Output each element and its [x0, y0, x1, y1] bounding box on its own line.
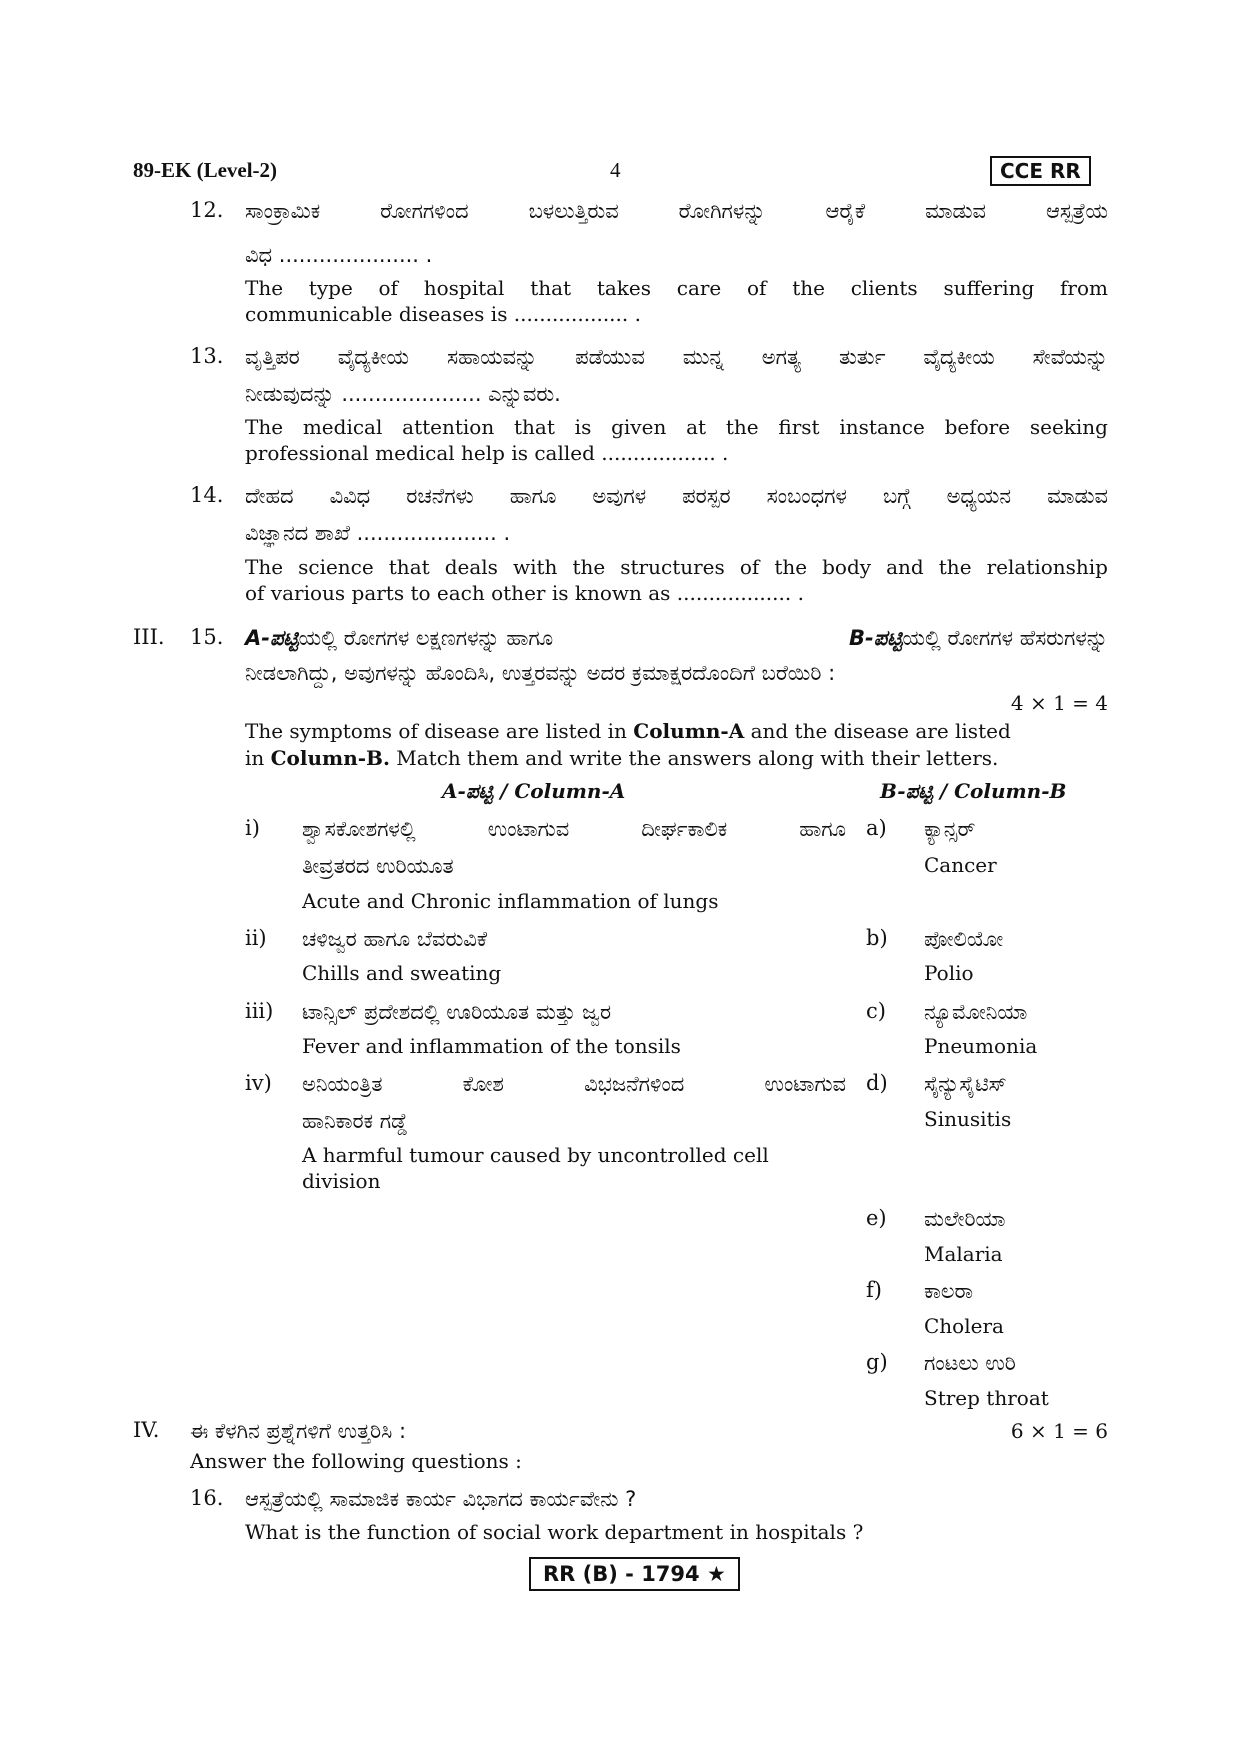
q13-english-line2: professional medical help is called .................. . — [245, 441, 729, 465]
col-a-item-english: Acute and Chronic inflammation of lungs — [302, 889, 719, 913]
col-b-item-label: g) — [866, 1350, 888, 1374]
q15-english-line1 — [245, 718, 1011, 744]
column-b-heading: B-ಪಟ್ಟಿ / Column-B — [880, 779, 1067, 803]
q12-kannada-line2: ವಿಧ ..................... . — [245, 243, 433, 267]
q13-number: 13. — [190, 344, 224, 368]
col-a-item-english: A harmful tumour caused by uncontrolled cell — [302, 1143, 769, 1167]
col-a-item-label: i) — [245, 816, 260, 840]
q12-kannada-line1: ಸಾಂಕ್ರಾಮಿಕ ರೋಗಗಳಿಂದ ಬಳಲುತ್ತಿರುವ ರೋಗಿಗಳನ್ನು ಆರೈಕೆ ಮಾಡುವ ಆಸ್ಪತ್ರೆಯ — [245, 199, 1108, 223]
q15-en-column-a: Column-A — [633, 719, 745, 743]
q16-number: 16. — [190, 1486, 224, 1510]
col-b-item-english: Sinusitis — [924, 1107, 1012, 1131]
q15-kn-text-a: ಯಲ್ಲಿ ರೋಗಗಳ ಲಕ್ಷಣಗಳನ್ನು ಹಾಗೂ — [298, 626, 554, 650]
q15-kannada-line2: ನೀಡಲಾಗಿದ್ದು, ಅವುಗಳನ್ನು ಹೊಂದಿಸಿ, ಉತ್ತರವನ್ನು ಅದರ ಕ್ರಮಾಕ್ಷರದೊಂದಿಗೆ ಬರೆಯಿರಿ : — [245, 661, 836, 685]
q15-kannada-line1 — [245, 620, 1108, 656]
col-b-item-kannada: ಸೈನ್ಯುಸೈಟಿಸ್ — [924, 1072, 1007, 1096]
col-b-item-kannada: ಪೋಲಿಯೋ — [924, 927, 1004, 951]
q15-en-part4: Match them and write the answers along with their letters. — [389, 746, 999, 770]
col-b-item-label: d) — [866, 1071, 888, 1095]
q13-kannada-line2: ನೀಡುವುದನ್ನು ..................... ಎನ್ನುವರು. — [245, 382, 561, 406]
q15-en-part3: in — [245, 746, 271, 770]
col-b-item-english: Malaria — [924, 1242, 1003, 1266]
column-a-heading: A-ಪಟ್ಟಿ / Column-A — [442, 779, 626, 803]
col-a-item-kannada: ಟಾನ್ಸಿಲ್ ಪ್ರದೇಶದಲ್ಲಿ ಊರಿಯೂತ ಮತ್ತು ಜ್ವರ — [302, 1000, 612, 1024]
q15-marks: 4 × 1 = 4 — [1010, 691, 1108, 715]
cce-rr-badge: CCE RR — [990, 156, 1091, 186]
section-4-marks: 6 × 1 = 6 — [1010, 1419, 1108, 1443]
q14-number: 14. — [190, 483, 224, 507]
col-a-item-label: iv) — [245, 1071, 272, 1095]
col-b-item-kannada: ನ್ಯೂಮೋನಿಯಾ — [924, 1000, 1028, 1024]
col-b-item-kannada: ಕ್ಯಾನ್ಸರ್ — [924, 817, 976, 841]
q14-kannada-line2: ವಿಜ್ಞಾನದ ಶಾಖೆ ..................... . — [245, 521, 511, 545]
q16-kannada: ಆಸ್ಪತ್ರೆಯಲ್ಲಿ ಸಾಮಾಜಿಕ ಕಾರ್ಯ ವಿಭಾಗದ ಕಾರ್ಯವೇನು ? — [245, 1487, 637, 1511]
col-b-item-label: a) — [866, 816, 887, 840]
q13-kannada-line1: ವೃತ್ತಿಪರ ವೈದ್ಯಕೀಯ ಸಹಾಯವನ್ನು ಪಡೆಯುವ ಮುನ್ನ ಅಗತ್ಯ ತುರ್ತು ವೈದ್ಯಕೀಯ ಸೇವೆಯನ್ನು — [245, 345, 1108, 369]
col-a-item-english: Chills and sweating — [302, 961, 502, 985]
q12-english-line1: The type of hospital that takes care of the clients suffering from — [245, 276, 1108, 300]
section-4-english-instruction: Answer the following questions : — [190, 1449, 522, 1473]
col-b-item-label: e) — [866, 1206, 887, 1230]
q14-kannada-line1: ದೇಹದ ವಿವಿಧ ರಚನೆಗಳು ಹಾಗೂ ಅವುಗಳ ಪರಸ್ಪರ ಸಂಬಂಧಗಳ ಬಗ್ಗೆ ಅಧ್ಯಯನ ಮಾಡುವ — [245, 484, 1108, 508]
page-number: 4 — [610, 158, 621, 182]
col-a-item-label: iii) — [245, 999, 274, 1023]
col-a-item-english: Fever and inflammation of the tonsils — [302, 1034, 681, 1058]
column-b-ref: B-ಪಟ್ಟಿ — [849, 626, 903, 650]
q15-number: 15. — [190, 625, 224, 649]
q15-english-line2 — [245, 745, 998, 771]
col-a-item-kannada-cont: ತೀವ್ರತರದ ಉರಿಯೂತ — [302, 854, 454, 878]
col-a-item-kannada: ಅನಿಯಂತ್ರಿತ ಕೋಶ ವಿಭಜನೆಗಳಿಂದ ಉಂಟಾಗುವ — [302, 1072, 846, 1096]
q15-en-column-b: Column-B. — [270, 746, 390, 770]
q15-en-part2: and the disease are listed — [744, 719, 1011, 743]
col-b-item-english: Cancer — [924, 853, 997, 877]
col-b-item-kannada: ಕಾಲರಾ — [924, 1279, 973, 1303]
q14-english-line2: of various parts to each other is known as .................. . — [245, 581, 804, 605]
col-b-item-kannada: ಮಲೇರಿಯಾ — [924, 1207, 1006, 1231]
col-b-item-kannada: ಗಂಟಲು ಉರಿ — [924, 1351, 1016, 1375]
col-b-item-english: Strep throat — [924, 1386, 1049, 1410]
col-b-item-label: c) — [866, 999, 886, 1023]
col-a-item-label: ii) — [245, 926, 267, 950]
footer-code: RR (B) - 1794 ★ — [529, 1557, 740, 1591]
paper-code: 89-EK (Level-2) — [133, 158, 278, 182]
col-b-item-english: Pneumonia — [924, 1034, 1038, 1058]
col-a-item-kannada: ಶ್ವಾಸಕೋಶಗಳಲ್ಲಿ ಉಂಟಾಗುವ ದೀರ್ಘಕಾಲಿಕ ಹಾಗೂ — [302, 817, 846, 841]
col-b-item-english: Polio — [924, 961, 974, 985]
col-a-item-english-cont: division — [302, 1169, 381, 1193]
q13-english-line1: The medical attention that is given at the first instance before seeking — [245, 415, 1108, 439]
section-4-kannada-instruction: ಈ ಕೆಳಗಿನ ಪ್ರಶ್ನೆಗಳಿಗೆ ಉತ್ತರಿಸಿ : — [190, 1419, 407, 1443]
q15-kn-text-b: ಯಲ್ಲಿ ರೋಗಗಳ ಹೆಸರುಗಳನ್ನು — [902, 626, 1108, 650]
q12-number: 12. — [190, 198, 224, 222]
col-b-item-label: f) — [866, 1278, 882, 1302]
q14-english-line1: The science that deals with the structures of the body and the relationship — [245, 555, 1108, 579]
col-b-item-label: b) — [866, 926, 888, 950]
col-b-item-english: Cholera — [924, 1314, 1004, 1338]
col-a-item-kannada: ಚಳಿಜ್ವರ ಹಾಗೂ ಬೆವರುವಿಕೆ — [302, 927, 488, 951]
section-3-numeral: III. — [133, 625, 165, 649]
column-a-ref: A-ಪಟ್ಟಿ — [245, 626, 299, 650]
q12-english-line2: communicable diseases is .................. . — [245, 302, 641, 326]
q15-en-part1: The symptoms of disease are listed in — [245, 719, 634, 743]
section-4-numeral: IV. — [133, 1418, 160, 1442]
q16-english: What is the function of social work department in hospitals ? — [245, 1520, 864, 1544]
col-a-item-kannada-cont: ಹಾನಿಕಾರಕ ಗಡ್ಡೆ — [302, 1109, 408, 1133]
